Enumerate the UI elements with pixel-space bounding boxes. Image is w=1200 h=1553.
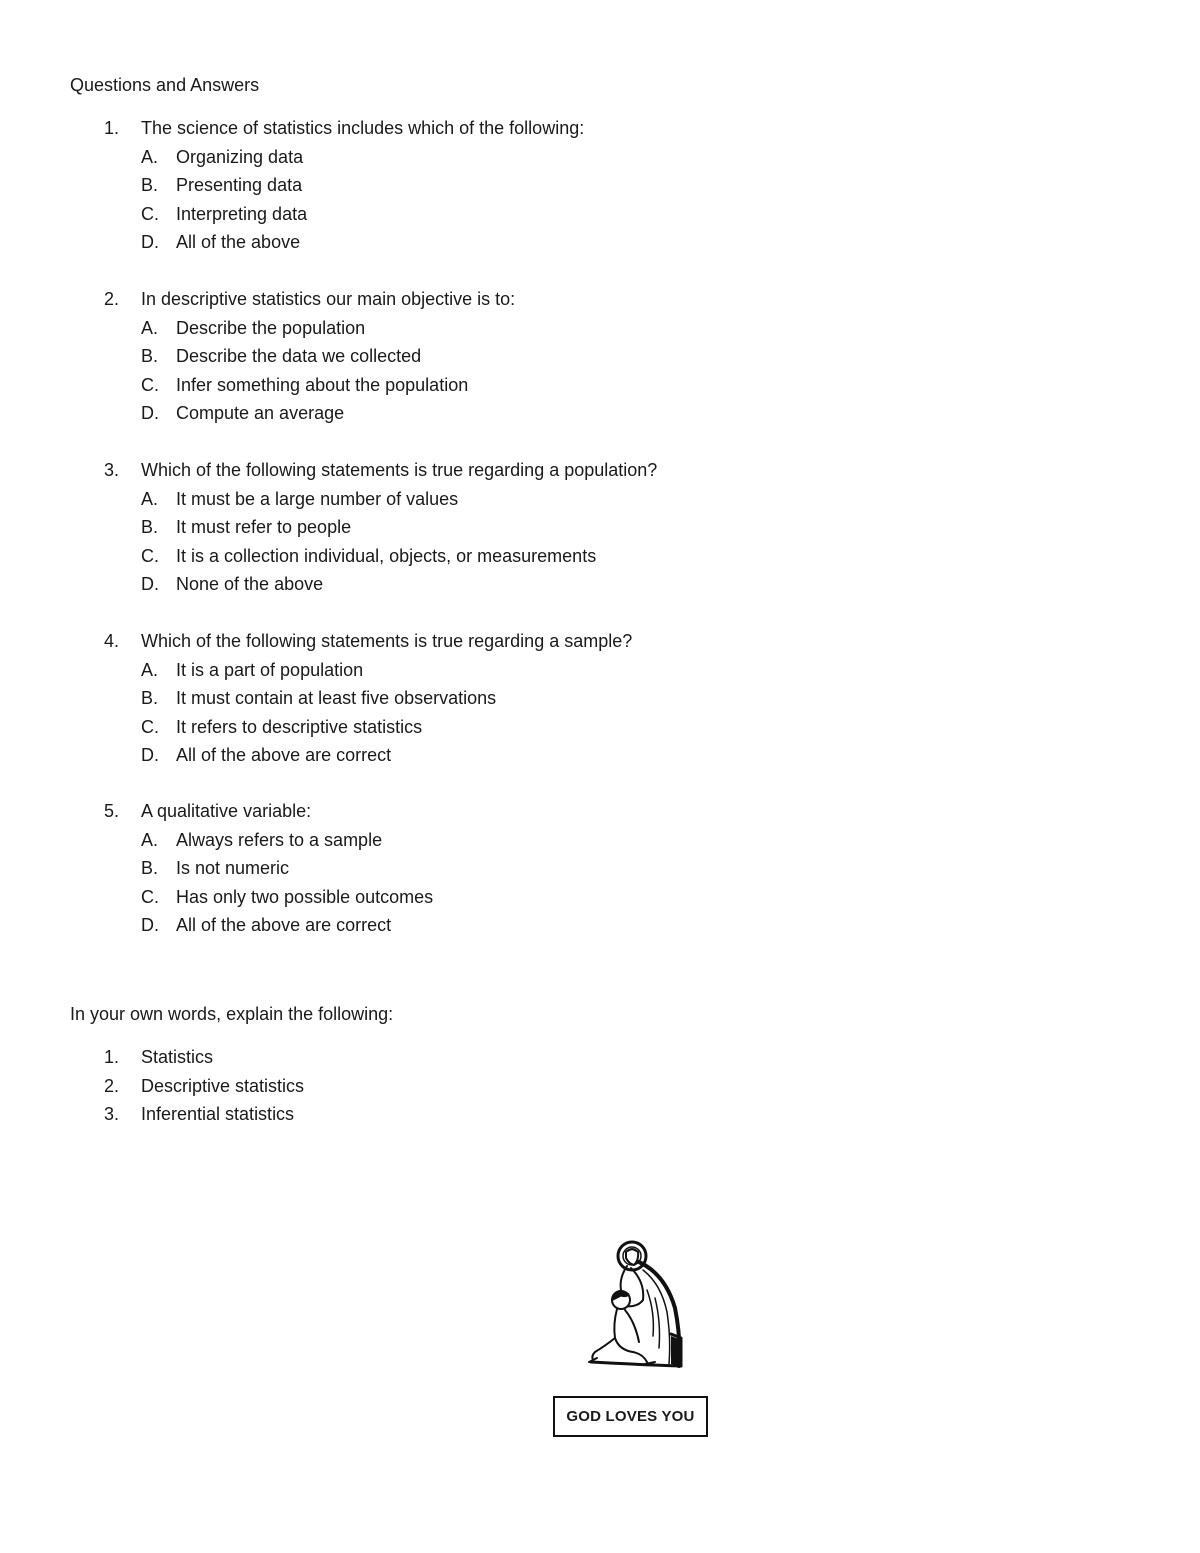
option-a: [0, 488, 1000, 510]
option-letter: D.: [141, 232, 159, 252]
question-text: The science of statistics includes which of the following:: [141, 118, 585, 138]
option-letter: B.: [141, 346, 159, 366]
option-text: It must contain at least five observations: [176, 688, 497, 708]
question-1: [0, 117, 1000, 253]
explain-item-text: Descriptive statistics: [141, 1075, 305, 1096]
option-text: It is a part of population: [176, 659, 364, 680]
option-d: [0, 744, 1000, 766]
option-b: [0, 174, 1000, 196]
option-text: All of the above are correct: [176, 745, 392, 765]
question-4-line: [0, 630, 1000, 652]
question-1-line: [0, 117, 1000, 139]
option-c: [0, 203, 1000, 225]
option-text: Presenting data: [176, 175, 303, 195]
question-number: 1.: [104, 118, 120, 138]
option-c: [0, 374, 1000, 396]
question-text: In descriptive statistics our main objective is to:: [141, 289, 516, 309]
option-letter: C.: [141, 886, 159, 907]
explain-item-number: 1.: [104, 1047, 120, 1067]
option-c: [0, 716, 1000, 738]
option-letter: C.: [141, 203, 159, 224]
option-text: It refers to descriptive statistics: [176, 716, 423, 737]
option-letter: A.: [141, 317, 159, 338]
option-letter: A.: [141, 659, 159, 680]
option-letter: B.: [141, 688, 159, 708]
option-text: Organizing data: [176, 146, 304, 167]
question-4: [0, 630, 1000, 766]
option-c: [0, 545, 1000, 567]
option-letter: D.: [141, 745, 159, 765]
option-a: [0, 659, 1000, 681]
question-2-line: [0, 288, 1000, 310]
question-number: 4.: [104, 631, 120, 651]
god-loves-you-banner: GOD LOVES YOU: [553, 1396, 708, 1437]
question-text: Which of the following statements is true regarding a population?: [141, 460, 658, 480]
option-text: Describe the population: [176, 317, 366, 338]
option-text: All of the above: [176, 232, 301, 252]
option-text: It is a collection individual, objects, or measurements: [176, 545, 597, 566]
option-d: [0, 402, 1000, 424]
option-d: [0, 231, 1000, 253]
explain-section-title: In your own words, explain the following:: [70, 1004, 394, 1024]
option-b: [0, 516, 1000, 538]
page-title: Questions and Answers: [70, 75, 260, 95]
question-number: 3.: [104, 460, 120, 480]
option-letter: C.: [141, 374, 159, 395]
embrace-illustration-icon: [585, 1238, 685, 1378]
option-b: [0, 345, 1000, 367]
option-letter: A.: [141, 829, 159, 850]
option-text: It must refer to people: [176, 517, 352, 537]
explain-item: [0, 1046, 1000, 1068]
explain-item-text: Statistics: [141, 1047, 214, 1067]
option-text: None of the above: [176, 574, 324, 594]
option-d: [0, 573, 1000, 595]
option-letter: D.: [141, 915, 159, 935]
option-letter: C.: [141, 716, 159, 737]
option-letter: B.: [141, 517, 159, 537]
option-letter: A.: [141, 146, 159, 167]
option-b: [0, 687, 1000, 709]
option-letter: B.: [141, 175, 159, 195]
question-2: [0, 288, 1000, 424]
question-3: [0, 459, 1000, 595]
option-letter: A.: [141, 488, 159, 509]
explain-item-text: Inferential statistics: [141, 1104, 295, 1124]
question-number: 5.: [104, 801, 120, 821]
option-text: Describe the data we collected: [176, 346, 422, 366]
option-letter: B.: [141, 858, 159, 878]
option-letter: C.: [141, 545, 159, 566]
option-letter: D.: [141, 403, 159, 423]
question-text: A qualitative variable:: [141, 801, 312, 821]
option-text: Always refers to a sample: [176, 829, 383, 850]
question-5: [0, 800, 1000, 936]
question-3-line: [0, 459, 1000, 481]
explain-list: [0, 1046, 1000, 1132]
explain-item: [0, 1103, 1000, 1125]
option-text: Is not numeric: [176, 858, 290, 878]
option-c: [0, 886, 1000, 908]
question-5-line: [0, 800, 1000, 822]
option-letter: D.: [141, 574, 159, 594]
question-text: Which of the following statements is true regarding a sample?: [141, 631, 633, 651]
option-text: Has only two possible outcomes: [176, 886, 434, 907]
option-d: [0, 914, 1000, 936]
option-text: Interpreting data: [176, 203, 308, 224]
explain-item-number: 2.: [104, 1075, 120, 1096]
explain-item: [0, 1075, 1000, 1097]
explain-item-number: 3.: [104, 1104, 120, 1124]
option-text: Compute an average: [176, 403, 345, 423]
option-text: Infer something about the population: [176, 374, 469, 395]
option-a: [0, 146, 1000, 168]
option-a: [0, 317, 1000, 339]
option-text: All of the above are correct: [176, 915, 392, 935]
option-a: [0, 829, 1000, 851]
option-text: It must be a large number of values: [176, 488, 459, 509]
question-number: 2.: [104, 289, 120, 309]
option-b: [0, 857, 1000, 879]
